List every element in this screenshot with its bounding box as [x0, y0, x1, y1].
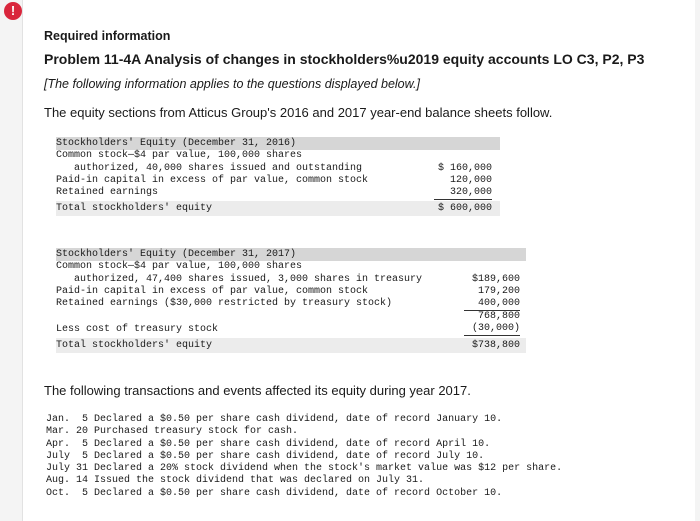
table-row-label: Retained earnings ($30,000 restricted by treasury stock) — [56, 298, 393, 309]
table-total-amount: $738,800 — [471, 340, 520, 351]
intro-text: The equity sections from Atticus Group's 2016 and 2017 year-end balance sheets follow. — [44, 105, 553, 120]
table-row-amount: 179,200 — [477, 286, 520, 297]
equity-table-2017 — [56, 248, 526, 358]
table-total-label: Total stockholders' equity — [56, 340, 213, 351]
table-row-amount: 320,000 — [434, 187, 492, 200]
required-information-label: Required information — [44, 29, 171, 43]
table-row-label: authorized, 40,000 shares issued and outstanding — [56, 163, 363, 174]
table-row-label: Common stock—$4 par value, 100,000 shares — [56, 261, 303, 272]
transaction-item: Apr. 5 Declared a $0.50 per share cash dividend, date of record April 10. — [46, 439, 491, 450]
table-row-subtotal: 768,800 — [477, 311, 520, 322]
alert-icon: ! — [4, 2, 22, 20]
transaction-item: July 31 Declared a 20% stock dividend when the stock's market value was $12 per share. — [46, 463, 563, 474]
equity-table-2016 — [56, 137, 500, 219]
transaction-item: Jan. 5 Declared a $0.50 per share cash dividend, date of record January 10. — [46, 414, 503, 425]
transactions-intro: The following transactions and events affected its equity during year 2017. — [44, 383, 471, 398]
transaction-item: Mar. 20 Purchased treasury stock for cash. — [46, 426, 299, 437]
table-total-label: Total stockholders' equity — [56, 203, 213, 214]
table-row-amount: 120,000 — [449, 175, 492, 186]
table-row-label: Common stock—$4 par value, 100,000 shares — [56, 150, 303, 161]
problem-title: Problem 11-4A Analysis of changes in stockholders%u2019 equity accounts LO C3, P2, P3 — [44, 51, 645, 67]
table-row-amount: (30,000) — [464, 323, 520, 336]
table-heading: Stockholders' Equity (December 31, 2017) — [56, 249, 297, 260]
instruction-note: [The following information applies to the questions displayed below.] — [44, 77, 420, 91]
table-row-label: authorized, 47,400 shares issued, 3,000 shares in treasury — [56, 274, 423, 285]
table-heading: Stockholders' Equity (December 31, 2016) — [56, 138, 297, 149]
table-row-label: Retained earnings — [56, 187, 159, 198]
transaction-item: Aug. 14 Issued the stock dividend that was declared on July 31. — [46, 475, 425, 486]
transaction-item: Oct. 5 Declared a $0.50 per share cash dividend, date of record October 10. — [46, 488, 503, 499]
table-row-amount: 400,000 — [464, 298, 520, 311]
transaction-item: July 5 Declared a $0.50 per share cash dividend, date of record July 10. — [46, 451, 485, 462]
table-row-amount: $ 160,000 — [437, 163, 492, 174]
table-row-label: Less cost of treasury stock — [56, 324, 219, 335]
table-row-amount: $189,600 — [471, 274, 520, 285]
table-row-label: Paid-in capital in excess of par value, common stock — [56, 175, 369, 186]
table-row-label: Paid-in capital in excess of par value, common stock — [56, 286, 369, 297]
table-total-amount: $ 600,000 — [437, 203, 492, 214]
